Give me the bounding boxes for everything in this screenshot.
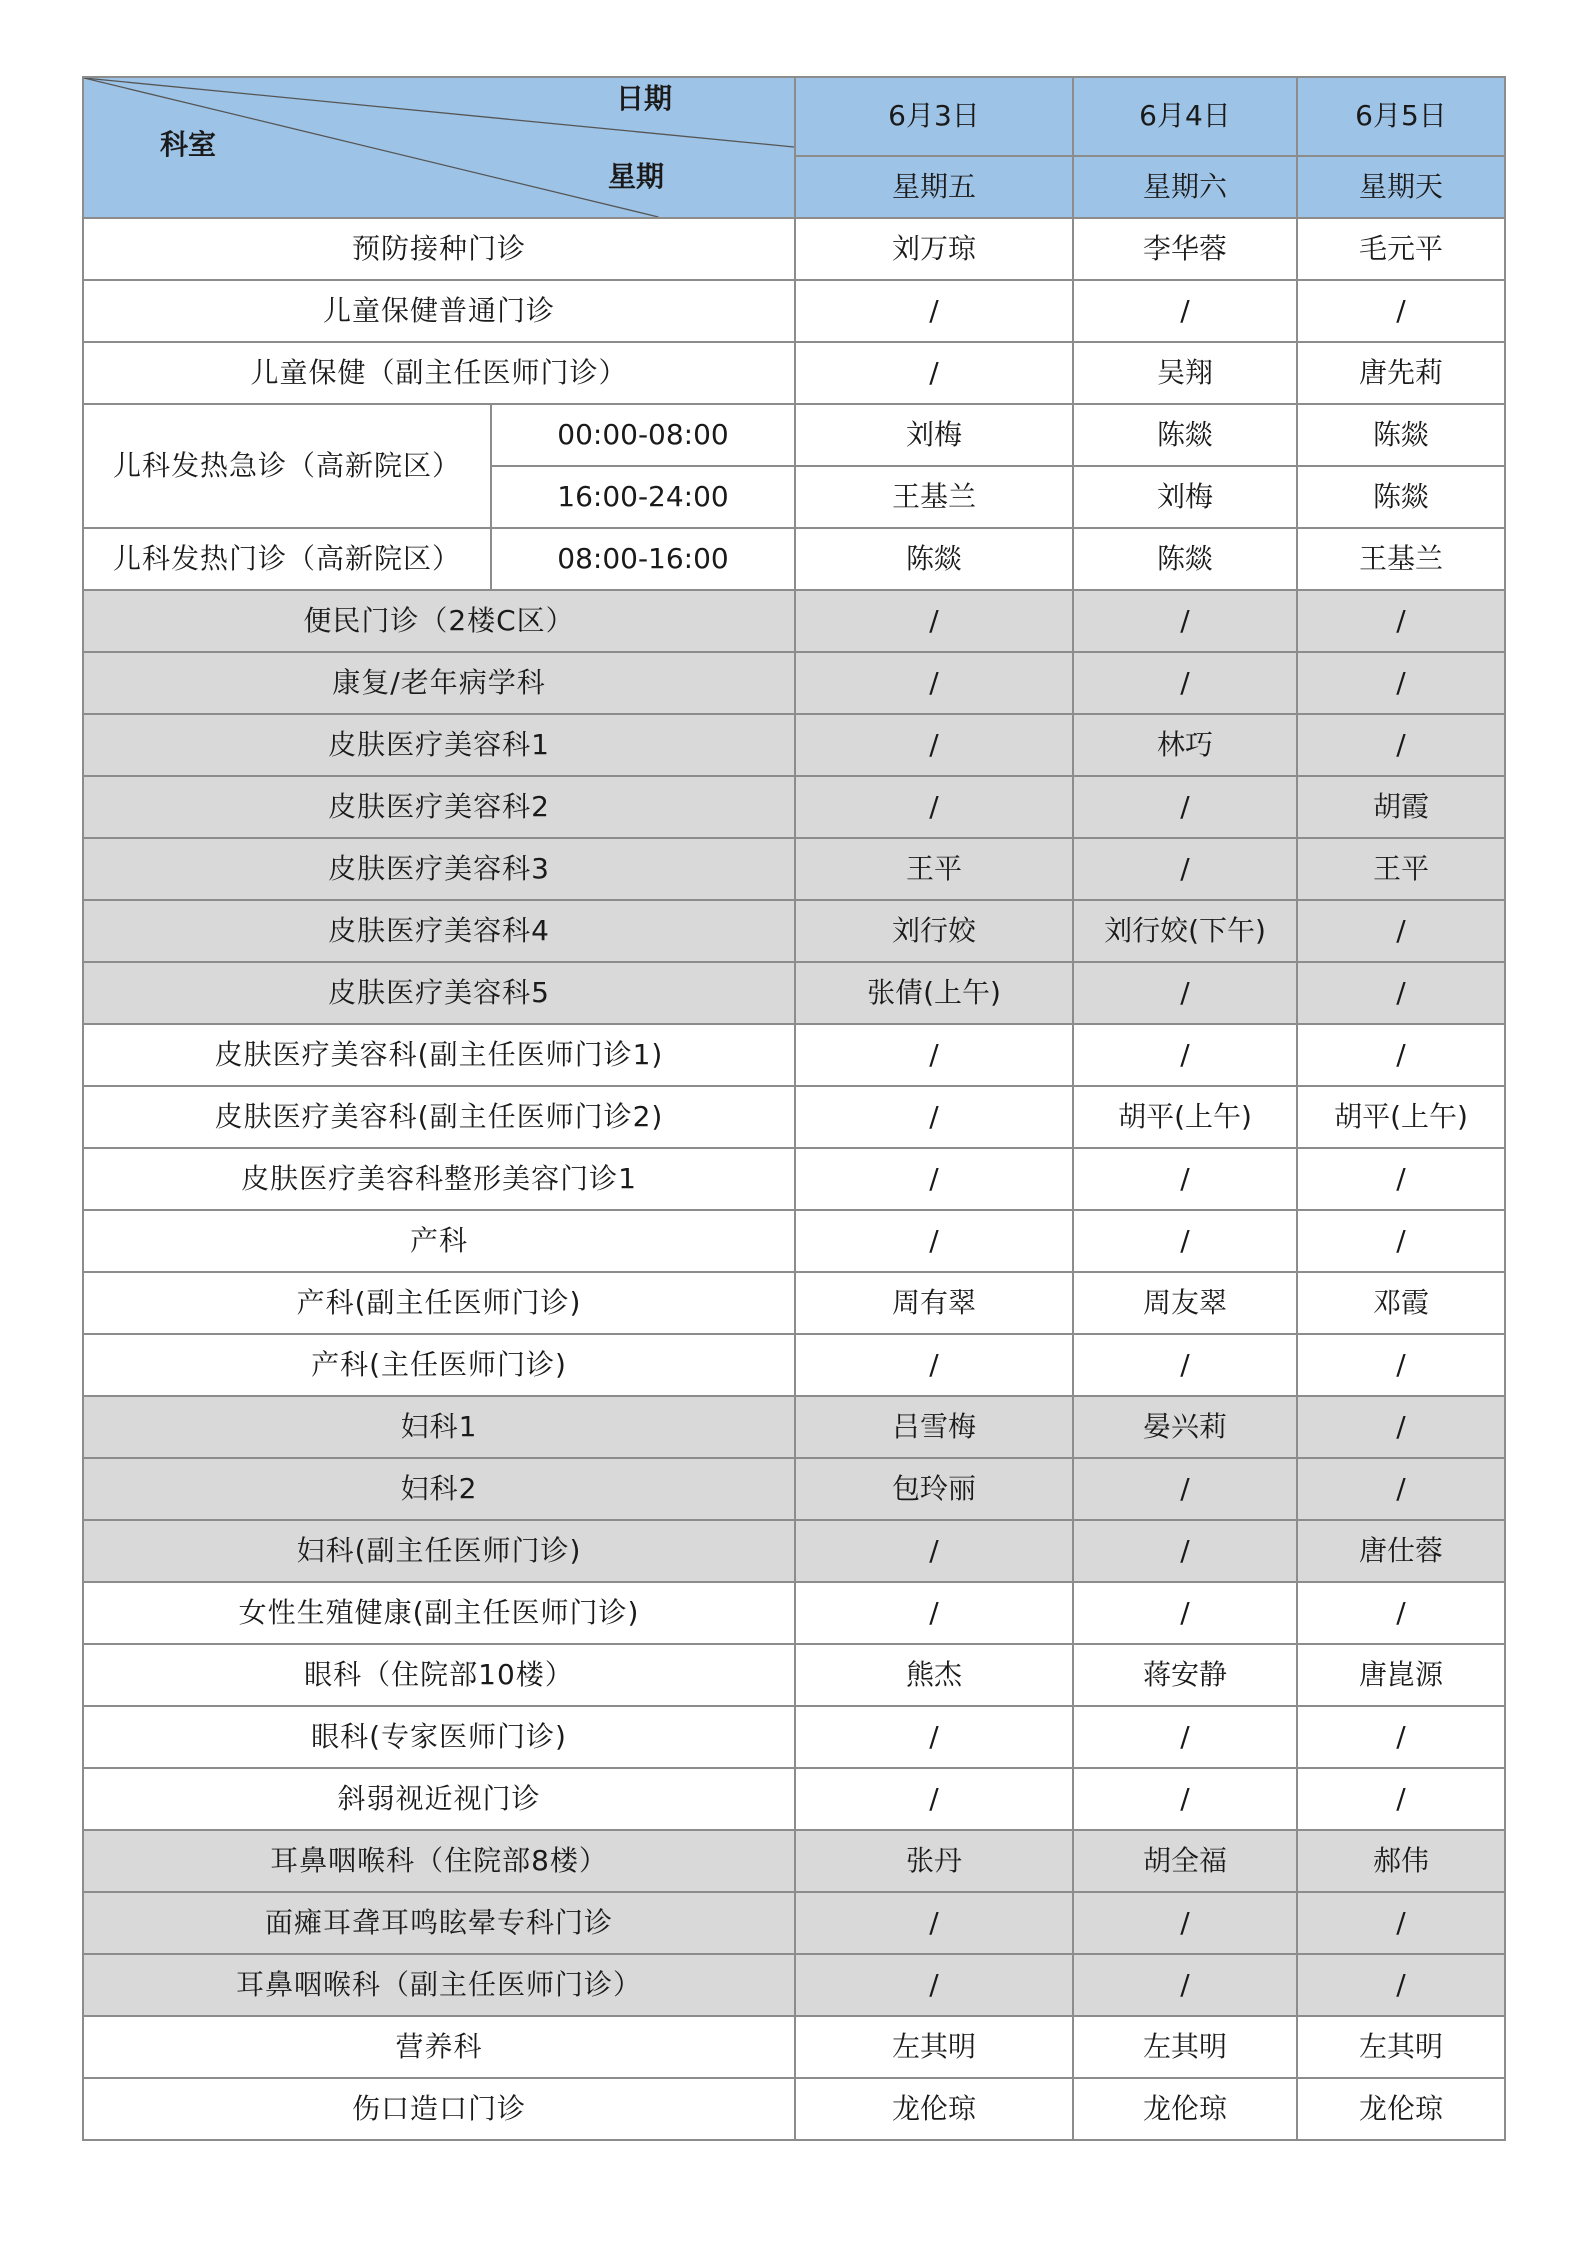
doctor-cell: / [1073, 652, 1297, 714]
doctor-cell: / [1297, 1582, 1505, 1644]
doctor-cell: / [795, 1768, 1073, 1830]
doctor-cell: / [1073, 776, 1297, 838]
table-row [83, 1954, 1505, 2016]
table-row [83, 1706, 1505, 1768]
doctor-cell: / [1073, 962, 1297, 1024]
table-row [83, 1210, 1505, 1272]
doctor-cell: 胡全福 [1073, 1830, 1297, 1892]
weekday-header: 星期五 [795, 156, 1073, 218]
doctor-cell: / [1073, 1706, 1297, 1768]
table-row [83, 1458, 1505, 1520]
time-slot-cell: 00:00-08:00 [491, 404, 795, 466]
doctor-cell: / [1297, 1148, 1505, 1210]
table-row [83, 1272, 1505, 1334]
doctor-cell: 郝伟 [1297, 1830, 1505, 1892]
dept-cell: 康复/老年病学科 [83, 652, 795, 714]
table-row [83, 652, 1505, 714]
doctor-cell: / [795, 590, 1073, 652]
dept-cell: 伤口造口门诊 [83, 2078, 795, 2140]
doctor-cell: 包玲丽 [795, 1458, 1073, 1520]
doctor-cell: 邓霞 [1297, 1272, 1505, 1334]
dept-cell: 耳鼻咽喉科（副主任医师门诊） [83, 1954, 795, 2016]
doctor-cell: 左其明 [1297, 2016, 1505, 2078]
doctor-cell: / [1297, 714, 1505, 776]
doctor-cell: / [1297, 590, 1505, 652]
table-row [83, 342, 1505, 404]
date-header: 6月5日 [1297, 77, 1505, 156]
doctor-cell: / [1297, 1768, 1505, 1830]
dept-cell: 皮肤医疗美容科(副主任医师门诊1) [83, 1024, 795, 1086]
dept-cell: 营养科 [83, 2016, 795, 2078]
doctor-cell: / [795, 280, 1073, 342]
dept-cell: 皮肤医疗美容科1 [83, 714, 795, 776]
doctor-cell: 熊杰 [795, 1644, 1073, 1706]
doctor-cell: 胡平(上午) [1297, 1086, 1505, 1148]
dept-cell: 女性生殖健康(副主任医师门诊) [83, 1582, 795, 1644]
dept-cell: 妇科1 [83, 1396, 795, 1458]
doctor-cell: 刘行姣(下午) [1073, 900, 1297, 962]
table-row [83, 590, 1505, 652]
doctor-cell: 龙伦琼 [1073, 2078, 1297, 2140]
table-row [83, 1520, 1505, 1582]
doctor-cell: 周有翠 [795, 1272, 1073, 1334]
header-corner-cell [83, 77, 795, 218]
dept-cell: 皮肤医疗美容科3 [83, 838, 795, 900]
doctor-cell: / [795, 1210, 1073, 1272]
doctor-cell: / [1297, 1396, 1505, 1458]
dept-cell: 耳鼻咽喉科（住院部8楼） [83, 1830, 795, 1892]
doctor-cell: / [1297, 1706, 1505, 1768]
doctor-cell: 王平 [795, 838, 1073, 900]
doctor-cell: 刘行姣 [795, 900, 1073, 962]
doctor-cell: 龙伦琼 [795, 2078, 1073, 2140]
table-row [83, 2078, 1505, 2140]
table-row [83, 962, 1505, 1024]
doctor-cell: 唐先莉 [1297, 342, 1505, 404]
doctor-cell: / [1297, 1024, 1505, 1086]
dept-cell: 皮肤医疗美容科(副主任医师门诊2) [83, 1086, 795, 1148]
corner-dept-label: 科室 [160, 128, 217, 161]
table-row [83, 1334, 1505, 1396]
table-row [83, 838, 1505, 900]
doctor-cell: / [1073, 1520, 1297, 1582]
doctor-cell: / [1297, 1892, 1505, 1954]
table-row [83, 404, 1505, 466]
weekday-header: 星期天 [1297, 156, 1505, 218]
doctor-cell: 胡平(上午) [1073, 1086, 1297, 1148]
table-row [83, 776, 1505, 838]
dept-cell: 皮肤医疗美容科4 [83, 900, 795, 962]
doctor-cell: 刘梅 [1073, 466, 1297, 528]
dept-cell: 皮肤医疗美容科2 [83, 776, 795, 838]
table-row [83, 280, 1505, 342]
dept-cell: 产科(副主任医师门诊) [83, 1272, 795, 1334]
doctor-cell: 唐崑源 [1297, 1644, 1505, 1706]
dept-cell: 儿科发热急诊（高新院区） [83, 404, 491, 528]
doctor-cell: / [1073, 1892, 1297, 1954]
doctor-cell: 龙伦琼 [1297, 2078, 1505, 2140]
table-row [83, 1768, 1505, 1830]
dept-cell: 妇科(副主任医师门诊) [83, 1520, 795, 1582]
doctor-cell: 陈燚 [1297, 466, 1505, 528]
doctor-cell: 张倩(上午) [795, 962, 1073, 1024]
dept-cell: 皮肤医疗美容科5 [83, 962, 795, 1024]
weekday-header: 星期六 [1073, 156, 1297, 218]
table-row [83, 1582, 1505, 1644]
table-row [83, 900, 1505, 962]
doctor-cell: / [1297, 1210, 1505, 1272]
table-row [83, 1644, 1505, 1706]
doctor-cell: 林巧 [1073, 714, 1297, 776]
doctor-cell: / [1073, 1768, 1297, 1830]
doctor-cell: / [795, 1520, 1073, 1582]
doctor-cell: 刘梅 [795, 404, 1073, 466]
dept-cell: 斜弱视近视门诊 [83, 1768, 795, 1830]
doctor-cell: 刘万琼 [795, 218, 1073, 280]
doctor-cell: / [1297, 1954, 1505, 2016]
doctor-cell: / [1073, 1458, 1297, 1520]
doctor-cell: 毛元平 [1297, 218, 1505, 280]
time-slot-cell: 16:00-24:00 [491, 466, 795, 528]
table-row [83, 218, 1505, 280]
doctor-cell: / [1297, 652, 1505, 714]
dept-cell: 预防接种门诊 [83, 218, 795, 280]
table-row [83, 2016, 1505, 2078]
doctor-cell: / [1297, 280, 1505, 342]
table-row [83, 1830, 1505, 1892]
doctor-cell: 陈燚 [1073, 404, 1297, 466]
corner-week-label: 星期 [608, 160, 665, 193]
doctor-cell: / [795, 342, 1073, 404]
doctor-cell: / [795, 1582, 1073, 1644]
doctor-cell: 左其明 [1073, 2016, 1297, 2078]
table-row [83, 1396, 1505, 1458]
doctor-cell: 李华蓉 [1073, 218, 1297, 280]
date-header: 6月3日 [795, 77, 1073, 156]
doctor-cell: / [1073, 1024, 1297, 1086]
date-header: 6月4日 [1073, 77, 1297, 156]
doctor-cell: 胡霞 [1297, 776, 1505, 838]
time-slot-cell: 08:00-16:00 [491, 528, 795, 590]
table-row [83, 1148, 1505, 1210]
dept-cell: 眼科(专家医师门诊) [83, 1706, 795, 1768]
doctor-cell: / [1297, 1458, 1505, 1520]
doctor-cell: / [795, 652, 1073, 714]
doctor-cell: / [795, 1334, 1073, 1396]
doctor-cell: / [1073, 280, 1297, 342]
table-row [83, 1892, 1505, 1954]
dept-cell: 儿童保健普通门诊 [83, 280, 795, 342]
doctor-cell: 周友翠 [1073, 1272, 1297, 1334]
schedule-table [82, 76, 1506, 2141]
table-row [83, 714, 1505, 776]
dept-cell: 妇科2 [83, 1458, 795, 1520]
doctor-cell: 王平 [1297, 838, 1505, 900]
doctor-cell: / [1073, 1334, 1297, 1396]
doctor-cell: / [1073, 590, 1297, 652]
dept-cell: 皮肤医疗美容科整形美容门诊1 [83, 1148, 795, 1210]
table-row [83, 1024, 1505, 1086]
doctor-cell: / [795, 1892, 1073, 1954]
corner-date-label: 日期 [616, 82, 673, 115]
doctor-cell: / [795, 1954, 1073, 2016]
doctor-cell: / [795, 1706, 1073, 1768]
doctor-cell: 陈燚 [1297, 404, 1505, 466]
doctor-cell: / [1073, 1954, 1297, 2016]
dept-cell: 眼科（住院部10楼） [83, 1644, 795, 1706]
dept-cell: 儿科发热门诊（高新院区） [83, 528, 491, 590]
table-row [83, 1086, 1505, 1148]
doctor-cell: / [795, 1086, 1073, 1148]
doctor-cell: / [1073, 1148, 1297, 1210]
doctor-cell: / [795, 1148, 1073, 1210]
dept-cell: 产科 [83, 1210, 795, 1272]
doctor-cell: / [1073, 1210, 1297, 1272]
doctor-cell: 王基兰 [1297, 528, 1505, 590]
doctor-cell: 吕雪梅 [795, 1396, 1073, 1458]
doctor-cell: / [795, 714, 1073, 776]
doctor-cell: / [1073, 838, 1297, 900]
doctor-cell: 晏兴莉 [1073, 1396, 1297, 1458]
dept-cell: 便民门诊（2楼C区） [83, 590, 795, 652]
doctor-cell: 吴翔 [1073, 342, 1297, 404]
doctor-cell: / [1297, 1334, 1505, 1396]
doctor-cell: / [795, 776, 1073, 838]
doctor-cell: 张丹 [795, 1830, 1073, 1892]
table-row [83, 528, 1505, 590]
doctor-cell: 王基兰 [795, 466, 1073, 528]
doctor-cell: 蒋安静 [1073, 1644, 1297, 1706]
doctor-cell: 陈燚 [1073, 528, 1297, 590]
doctor-cell: / [1297, 962, 1505, 1024]
doctor-cell: / [795, 1024, 1073, 1086]
doctor-cell: 陈燚 [795, 528, 1073, 590]
doctor-cell: / [1073, 1582, 1297, 1644]
dept-cell: 儿童保健（副主任医师门诊） [83, 342, 795, 404]
doctor-cell: 左其明 [795, 2016, 1073, 2078]
dept-cell: 产科(主任医师门诊) [83, 1334, 795, 1396]
dept-cell: 面瘫耳聋耳鸣眩晕专科门诊 [83, 1892, 795, 1954]
doctor-cell: 唐仕蓉 [1297, 1520, 1505, 1582]
doctor-cell: / [1297, 900, 1505, 962]
